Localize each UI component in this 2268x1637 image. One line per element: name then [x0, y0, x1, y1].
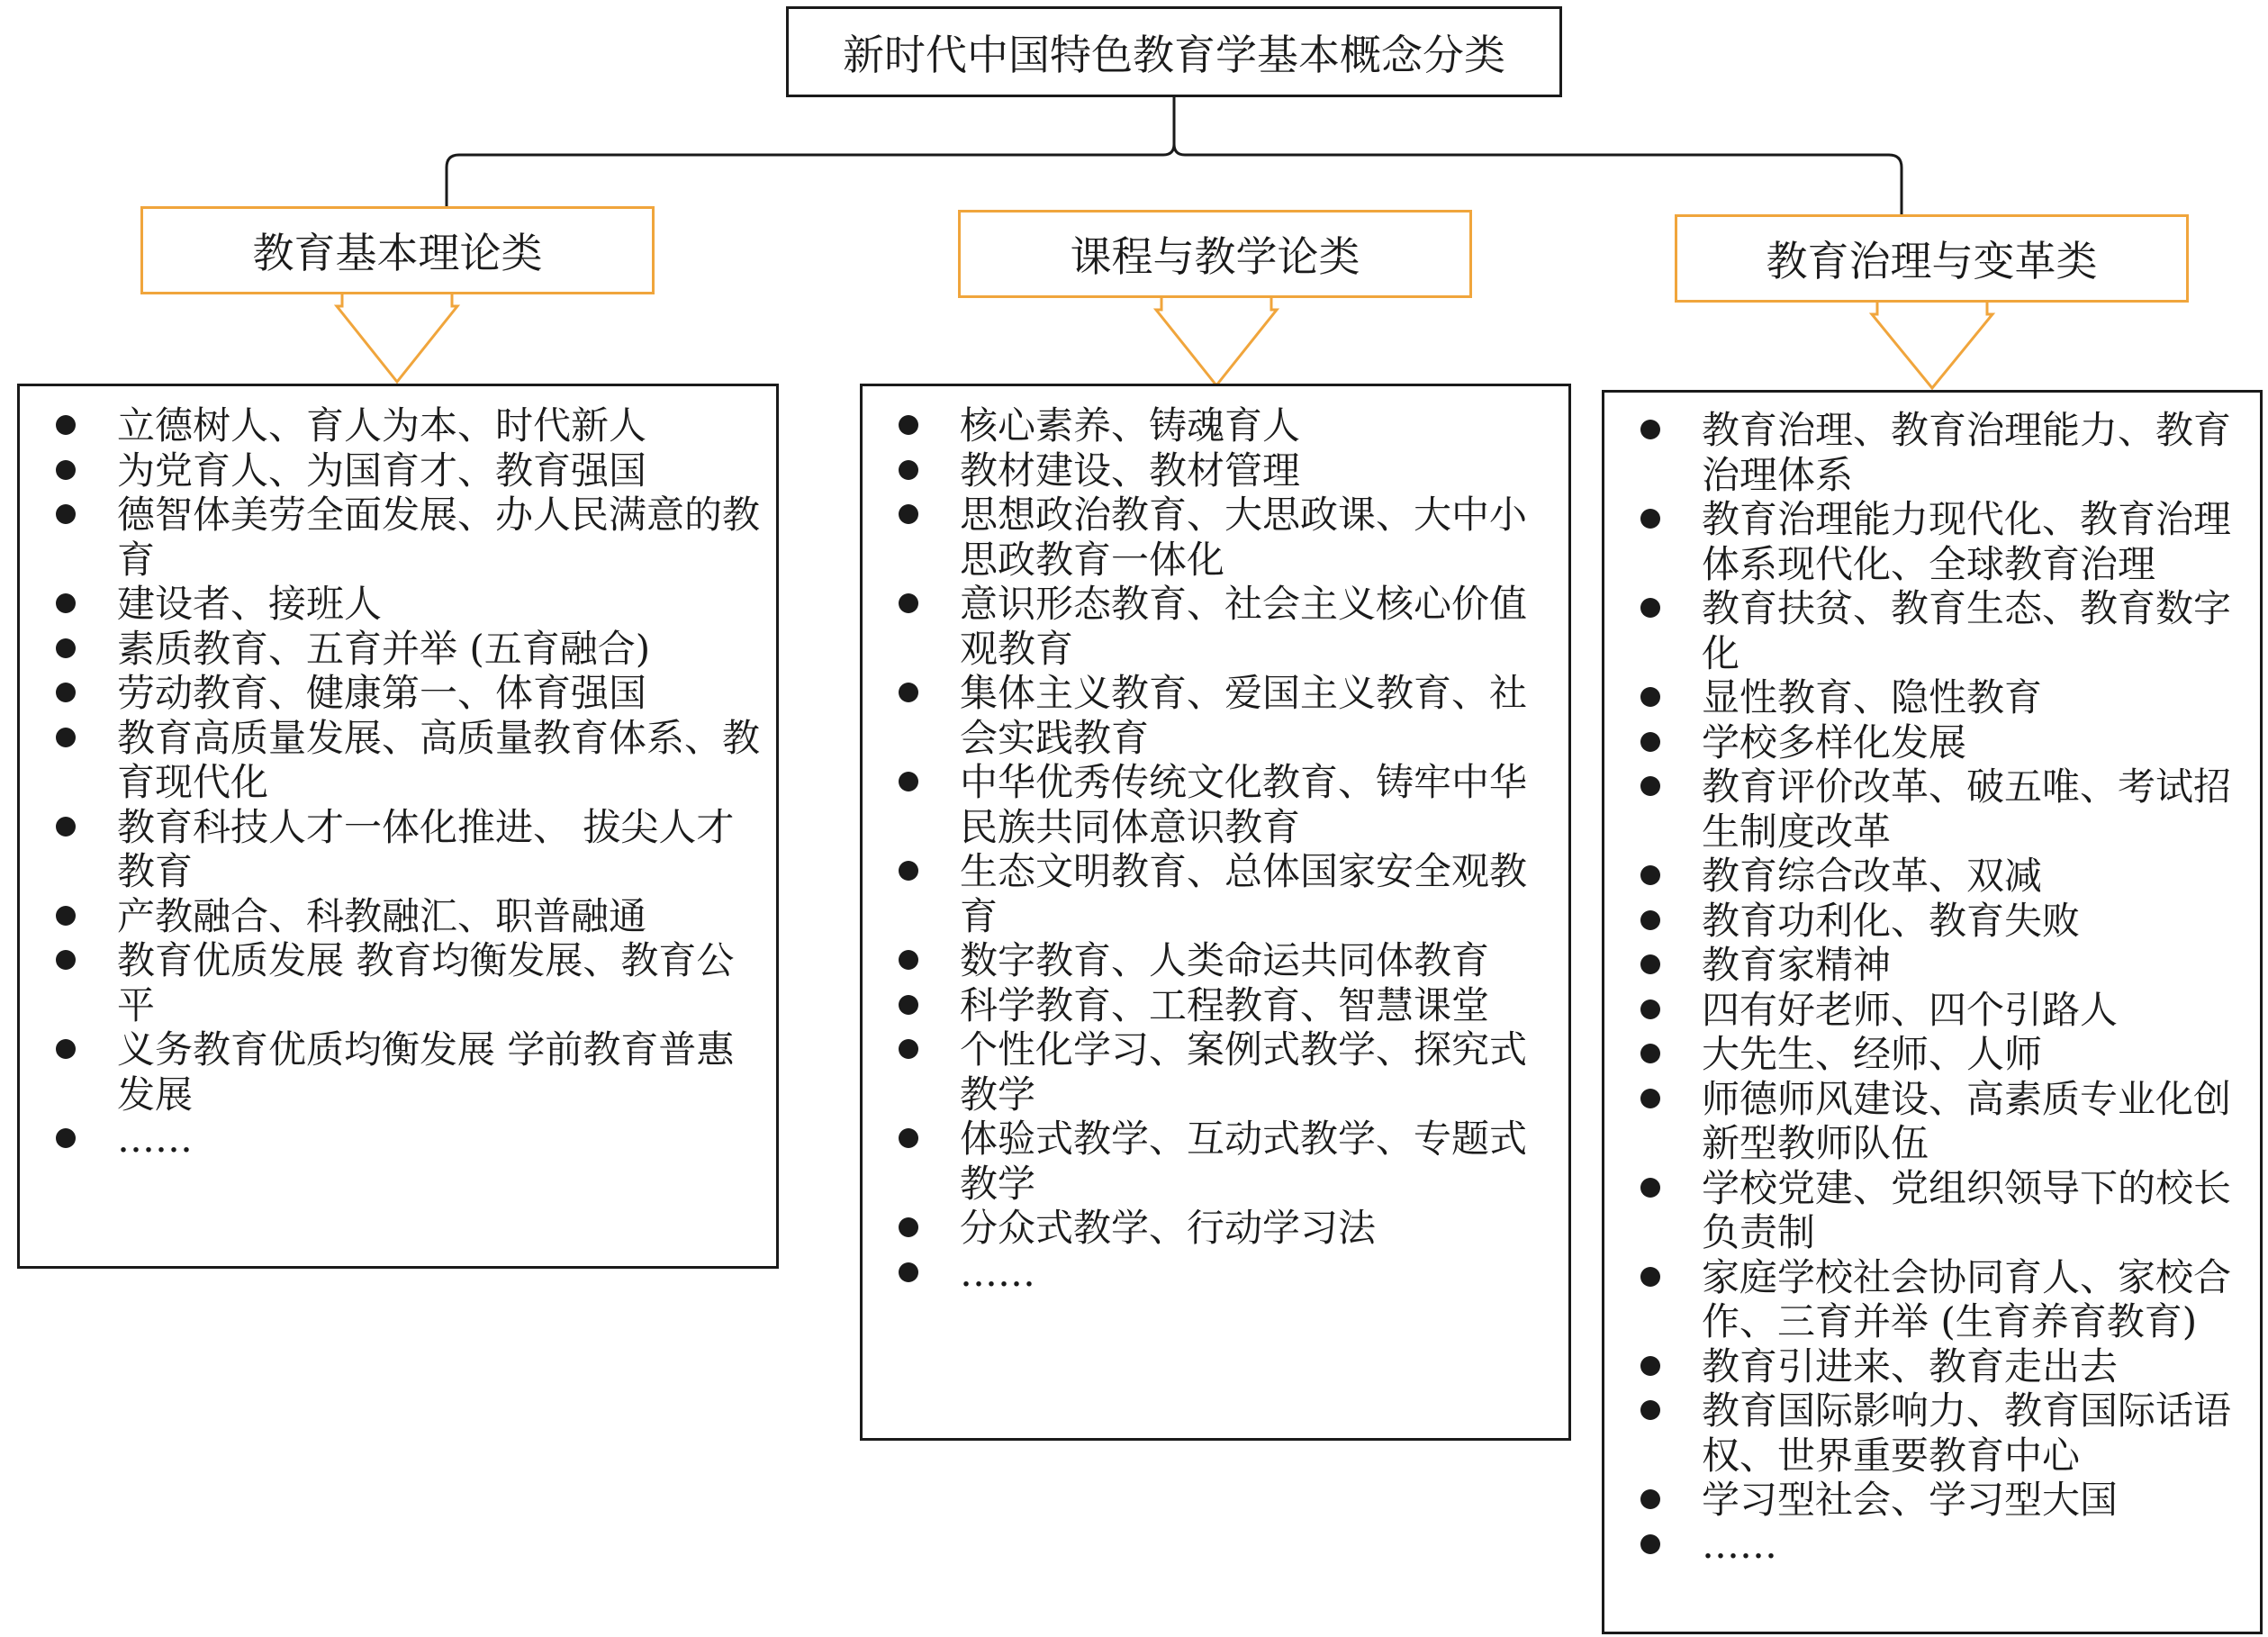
- list-item: [1604, 408, 2260, 497]
- bullet-icon: [899, 683, 918, 702]
- list-item-text: 个性化学习、案例式教学、探究式教学: [960, 1027, 1528, 1117]
- list-item-text: 教育国际影响力、教育国际话语权、世界重要教育中心: [1702, 1388, 2232, 1478]
- list-item: [1604, 1344, 2260, 1389]
- bullet-icon: [1640, 1044, 1660, 1063]
- list-item: [1604, 720, 2260, 765]
- list-item-text: 思想政治教育、大思政课、大中小思政教育一体化: [960, 493, 1528, 582]
- list-item: [1604, 1032, 2260, 1077]
- list-item: [20, 716, 776, 805]
- list-item: [863, 582, 1568, 671]
- list-item-text: 教材建设、教材管理: [960, 448, 1301, 493]
- list-item-text: ……: [1702, 1522, 1777, 1567]
- list-item: [863, 760, 1568, 849]
- category-node-curriculum-teaching: [958, 210, 1472, 298]
- list-item-text: 教育扶贫、教育生态、教育数字化: [1702, 586, 2232, 675]
- bullet-icon: [899, 995, 918, 1015]
- bullet-icon: [56, 638, 76, 658]
- list-item: [1604, 1478, 2260, 1523]
- list-item-text: 教育引进来、教育走出去: [1702, 1343, 2119, 1388]
- list-item-text: 生态文明教育、总体国家安全观教育: [960, 849, 1528, 938]
- bullet-icon: [1640, 1534, 1660, 1554]
- list-item-text: 教育评价改革、破五唯、考试招生制度改革: [1702, 764, 2232, 854]
- list-item: [863, 448, 1568, 493]
- concept-list-governance-reform: [1602, 390, 2263, 1634]
- list-item: [863, 671, 1568, 760]
- list-item-text: 教育高质量发展、高质量教育体系、教育现代化: [117, 715, 761, 804]
- bullet-icon: [1640, 954, 1660, 974]
- list-item: [20, 493, 776, 582]
- list-item: [1604, 988, 2260, 1033]
- bullet-icon: [56, 683, 76, 702]
- root-title: 新时代中国特色教育学基本概念分类: [843, 30, 1505, 79]
- list-item-text: 分众式教学、行动学习法: [960, 1206, 1377, 1250]
- bullet-icon: [899, 1262, 918, 1282]
- bullet-icon: [899, 1039, 918, 1059]
- bullet-icon: [899, 772, 918, 791]
- concept-list-curriculum-teaching: [860, 384, 1571, 1441]
- bullet-icon: [56, 504, 76, 524]
- bullet-icon: [56, 906, 76, 926]
- list-item: [1604, 899, 2260, 944]
- list-item-text: 学校党建、党组织领导下的校长负责制: [1702, 1165, 2232, 1254]
- list-item-text: 大先生、经师、人师: [1702, 1032, 2043, 1076]
- bullet-icon: [1640, 687, 1660, 707]
- list-item: [863, 1027, 1568, 1117]
- list-item: [1604, 1077, 2260, 1166]
- list-item-text: ……: [960, 1250, 1035, 1295]
- bullet-icon: [1640, 420, 1660, 439]
- list-item: [1604, 1388, 2260, 1478]
- bullet-icon: [1640, 732, 1660, 752]
- category-node-basic-theory: [140, 206, 655, 294]
- bullet-icon: [56, 950, 76, 970]
- list-item-text: 学校多样化发展: [1702, 719, 1967, 764]
- category-title: 教育治理与变革类: [1766, 237, 2098, 285]
- list-item: [863, 1206, 1568, 1251]
- bullet-icon: [1640, 1267, 1660, 1287]
- list-item-text: 义务教育优质均衡发展 学前教育普惠发展: [117, 1027, 735, 1117]
- category-title: 教育基本理论类: [252, 229, 543, 277]
- list-item: [863, 938, 1568, 983]
- list-item: [20, 938, 776, 1027]
- bullet-icon: [56, 1039, 76, 1059]
- bullet-icon: [56, 728, 76, 747]
- bullet-icon: [56, 460, 76, 480]
- list-item: [1604, 854, 2260, 899]
- list-item-text: 体验式教学、互动式教学、专题式教学: [960, 1117, 1528, 1206]
- bullet-icon: [899, 950, 918, 970]
- list-item-text: 学习型社会、学习型大国: [1702, 1478, 2119, 1522]
- list-item-text: 数字教育、人类命运共同体教育: [960, 938, 1490, 982]
- list-item-text: ……: [117, 1117, 193, 1161]
- list-item-text: 教育科技人才一体化推进、 拔尖人才教育: [117, 804, 735, 893]
- list-item: [863, 493, 1568, 582]
- list-item: [863, 983, 1568, 1028]
- arrow-down-icon: [337, 294, 457, 382]
- list-item: [20, 894, 776, 939]
- list-item: [20, 627, 776, 672]
- bullet-icon: [56, 593, 76, 613]
- bullet-icon: [1640, 865, 1660, 885]
- bullet-icon: [56, 817, 76, 837]
- list-item: [863, 1117, 1568, 1206]
- list-item-text: 师德师风建设、高素质专业化创新型教师队伍: [1702, 1076, 2232, 1165]
- list-item-text: 核心素养、铸魂育人: [960, 403, 1301, 448]
- bullet-icon: [899, 861, 918, 881]
- list-item: [20, 582, 776, 627]
- list-item: [20, 671, 776, 716]
- arrow-down-icon: [1156, 298, 1277, 385]
- list-item: [1604, 675, 2260, 720]
- list-item-text: 教育优质发展 教育均衡发展、教育公平: [117, 938, 735, 1027]
- list-item-text: 四有好老师、四个引路人: [1702, 987, 2119, 1032]
- list-item-text: 德智体美劳全面发展、办人民满意的教育: [117, 493, 761, 582]
- bullet-icon: [1640, 776, 1660, 796]
- category-title: 课程与教学论类: [1070, 232, 1360, 281]
- list-item-text: 集体主义教育、爱国主义教育、社会实践教育: [960, 671, 1528, 760]
- list-item-text: 意识形态教育、社会主义核心价值观教育: [960, 582, 1528, 671]
- list-item-text: 教育家精神: [1702, 943, 1892, 987]
- brace-connector: [447, 97, 1902, 214]
- bullet-icon: [1640, 1489, 1660, 1509]
- bullet-icon: [56, 1128, 76, 1148]
- list-item-text: 教育综合改革、双减: [1702, 854, 2043, 898]
- list-item: [1604, 497, 2260, 586]
- list-item-text: 科学教育、工程教育、智慧课堂: [960, 982, 1490, 1027]
- bullet-icon: [1640, 1400, 1660, 1420]
- bullet-icon: [899, 1128, 918, 1148]
- list-item: [863, 1251, 1568, 1296]
- list-item-text: 为党育人、为国育才、教育强国: [117, 448, 647, 493]
- bullet-icon: [899, 504, 918, 524]
- list-item-text: 建设者、接班人: [117, 582, 383, 626]
- bullet-icon: [899, 415, 918, 435]
- list-item-text: 中华优秀传统文化教育、铸牢中华民族共同体意识教育: [960, 760, 1528, 849]
- list-item: [1604, 586, 2260, 675]
- list-item: [20, 1027, 776, 1117]
- list-item-text: 教育治理、教育治理能力、教育治理体系: [1702, 408, 2232, 497]
- bullet-icon: [899, 460, 918, 480]
- list-item: [1604, 943, 2260, 988]
- list-item: [20, 448, 776, 493]
- bullet-icon: [1640, 1089, 1660, 1108]
- list-item: [1604, 1523, 2260, 1568]
- list-item-text: 立德树人、育人为本、时代新人: [117, 403, 647, 448]
- bullet-icon: [899, 593, 918, 613]
- category-node-governance-reform: [1675, 214, 2189, 303]
- list-item: [1604, 1166, 2260, 1255]
- arrow-down-icon: [1872, 303, 1992, 388]
- list-item: [863, 403, 1568, 448]
- list-item: [20, 403, 776, 448]
- concept-list-basic-theory: [17, 384, 779, 1269]
- bullet-icon: [1640, 910, 1660, 930]
- bullet-icon: [1640, 999, 1660, 1019]
- list-item: [20, 805, 776, 894]
- list-item-text: 教育治理能力现代化、教育治理体系现代化、全球教育治理: [1702, 497, 2232, 586]
- list-item-text: 家庭学校社会协同育人、家校合作、三育并举 (生育养育教育): [1702, 1254, 2232, 1343]
- bullet-icon: [1640, 1356, 1660, 1376]
- list-item: [1604, 1255, 2260, 1344]
- list-item: [863, 849, 1568, 938]
- list-item-text: 劳动教育、健康第一、体育强国: [117, 671, 647, 715]
- root-node: [786, 6, 1562, 97]
- list-item-text: 显性教育、隐性教育: [1702, 675, 2043, 719]
- bullet-icon: [899, 1217, 918, 1237]
- bullet-icon: [1640, 1178, 1660, 1198]
- bullet-icon: [1640, 509, 1660, 529]
- list-item: [20, 1117, 776, 1162]
- list-item-text: 教育功利化、教育失败: [1702, 898, 2081, 943]
- list-item-text: 素质教育、五育并举 (五育融合): [117, 626, 651, 671]
- list-item-text: 产教融合、科教融汇、职普融通: [117, 893, 647, 938]
- bullet-icon: [1640, 598, 1660, 618]
- bullet-icon: [56, 415, 76, 435]
- list-item: [1604, 764, 2260, 854]
